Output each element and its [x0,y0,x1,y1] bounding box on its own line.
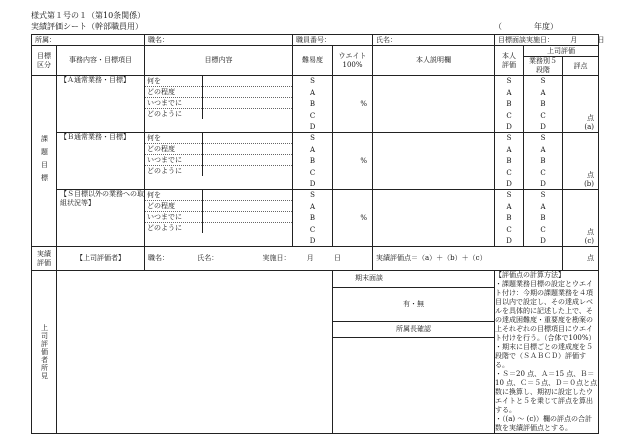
self-explanation-a[interactable] [373,76,495,133]
work-item-s[interactable]: 【Ｓ目標以外の業務への取組状況等】 [57,190,145,247]
name-field[interactable]: 氏名： [373,35,495,46]
self-eval-s[interactable]: S A B C D [495,190,524,247]
score-b[interactable]: 点 (b) [563,133,599,190]
evaluation-table [31,34,605,434]
header-weight: ウエイト 100% [333,46,373,76]
score-a[interactable]: 点 (a) [563,76,599,133]
supervisor-info[interactable]: 職名： 氏名： 実施日： 月 日 [145,247,373,271]
header-work-5grade: 業務別５段階 [524,57,563,76]
result-formula: 実績評価点＝（a）＋（b）＋（c） [373,247,563,271]
weight-b[interactable]: % [333,133,373,190]
dept-head-confirm[interactable] [333,338,495,434]
header-target-content: 目標内容 [145,46,293,76]
work-item-a[interactable]: 【Ａ通常業務・目標】 [57,76,145,133]
sheet-title: 実績評価シート（幹部職員用） [31,22,143,31]
form-number: 様式第１号の１（第10条関係） [31,11,146,20]
dept-head-label: 所属長確認 [333,321,495,338]
difficulty-grades-a[interactable]: S A B C D [293,76,333,133]
supervisor-eval-b[interactable]: S A B C D [524,133,563,190]
supervisor-eval-a[interactable]: S A B C D [524,76,563,133]
difficulty-grades-b[interactable]: S A B C D [293,133,333,190]
affiliation-field[interactable]: 所属： [32,35,145,46]
work-item-b[interactable]: 【Ｂ通常業務・目標】 [57,133,145,190]
end-interview-label: 期末面談 [333,271,495,288]
staff-no-field[interactable]: 職員番号： [293,35,373,46]
category-label: 課題目標 [32,76,57,247]
target-content-s[interactable]: 何を どの程度 いつまでに どのように [145,190,293,247]
header-self-eval: 本人評価 [495,46,524,76]
calc-method-note: 【評価点の計算方法】 ・課題業務目標の設定とウエイト付け：今期の課題業務を４項目以内で設定し、その達成レベルを具体的に記述した上で、その達成困難度・重要度を勘案の上それぞれの目標項目にウエイト付けを行う。（合体で100%） ・期末に目標ごとの達成度を５段階で（ＳＡＢＣＤ）評価する。 ・Ｓ＝20 点、Ａ＝15 点、Ｂ＝10 点、Ｃ＝５点、Ｄ＝０点と点数に換算し、期初に設定したウエイトと５を乗じて評点を算出する。 ・（(a) ～ (c)）欄の評点の合計数を実績評価点とする。 [495,271,598,432]
score-s[interactable]: 点 (c) [563,190,599,247]
header-work-item: 事務内容・目標項目 [57,46,145,76]
target-content-b[interactable]: 何を どの程度 いつまでに どのように [145,133,293,190]
self-explanation-s[interactable] [373,190,495,247]
self-eval-a[interactable]: S A B C D [495,76,524,133]
result-label: 実績評価 [32,247,57,271]
position-field[interactable]: 職名： [145,35,293,46]
weight-a[interactable]: % [333,76,373,133]
header-self-explanation: 本人説明欄 [373,46,495,76]
header-difficulty: 難易度 [293,46,333,76]
end-interview-yes-no[interactable]: 有・無 [333,287,495,321]
self-eval-b[interactable]: S A B C D [495,133,524,190]
supervisor-label: 【上司評価者】 [57,247,145,271]
difficulty-grades-s[interactable]: S A B C D [293,190,333,247]
self-explanation-b[interactable] [373,133,495,190]
header-score: 評点 [563,57,599,76]
interview-date-field[interactable]: 目標面談実施日： 月 日 [495,35,599,46]
fiscal-year: （ 年度） [494,22,558,31]
result-score[interactable]: 点 [563,247,599,271]
header-supervisor-eval: 上司評価 [524,46,599,57]
target-content-a[interactable]: 何を どの程度 いつまでに どのように [145,76,293,133]
header-target-category: 目標区分 [32,46,57,76]
opinion-text-area[interactable] [57,271,333,434]
opinion-label: 上司評価者所見 [32,271,57,434]
weight-s[interactable]: % [333,190,373,247]
supervisor-eval-s[interactable]: S A B C D [524,190,563,247]
